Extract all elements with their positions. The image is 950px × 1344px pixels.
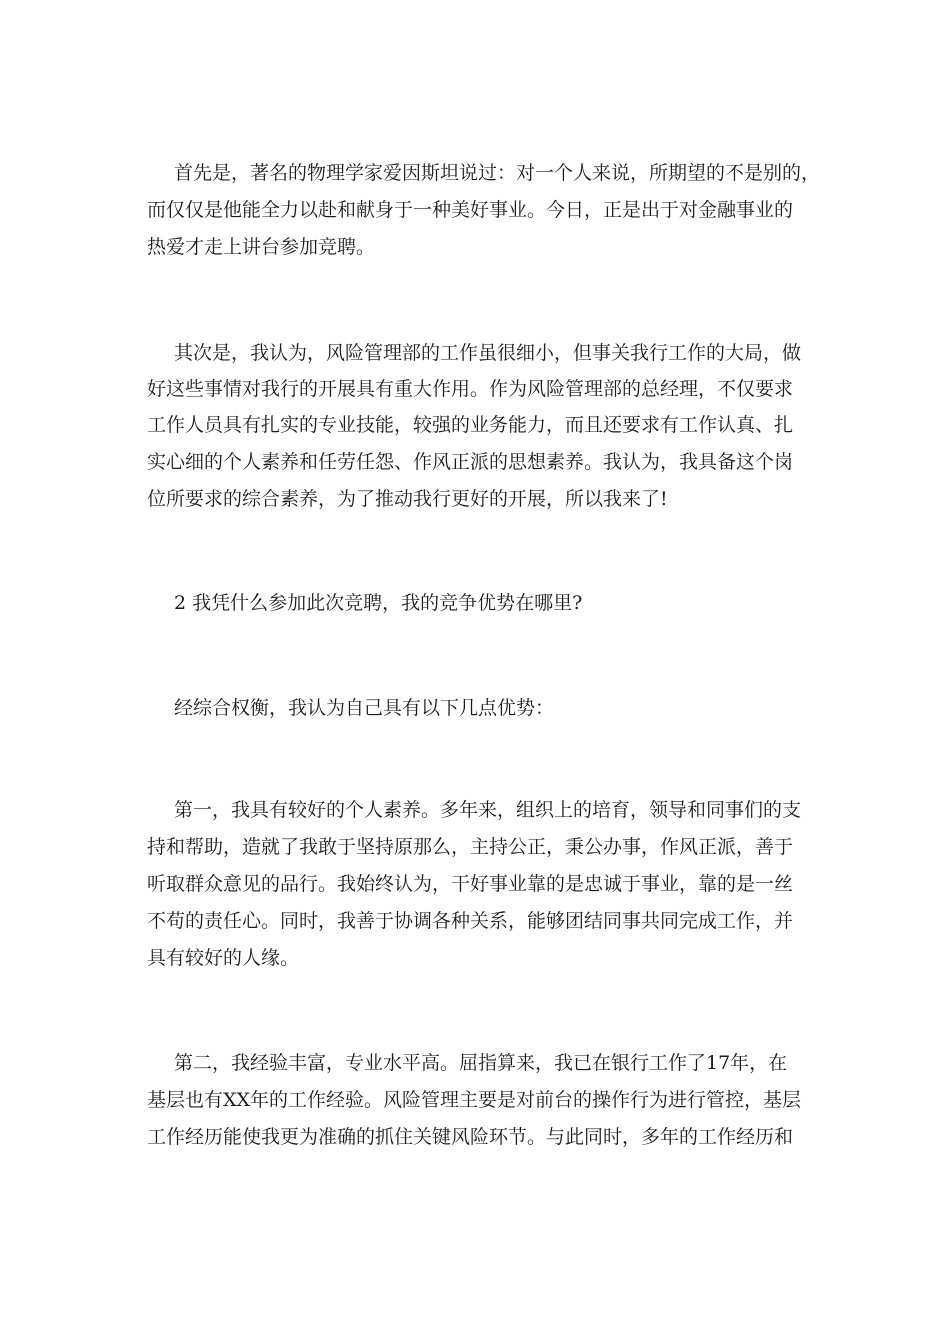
paragraph-first-line-5: 具有较好的人缘。 — [147, 947, 300, 969]
paragraph-2-line-5: 位所要求的综合素养，为了推动我行更好的开展，所以我来了! — [147, 488, 668, 510]
paragraph-2-line-4: 实心细的个人素养和任劳任怨、作风正派的思想素养。我认为，我具备这个岗 — [147, 451, 794, 473]
paragraph-first-line-1: 第一，我具有较好的个人素养。多年来，组织上的培育，领导和同事们的支 — [174, 799, 802, 821]
paragraph-1-line-3: 热爱才走上讲台参加竞聘。 — [147, 236, 376, 258]
paragraph-1-line-2: 而仅仅是他能全力以赴和献身于一种美好事业。今日，正是出于对金融事业的 — [147, 199, 794, 221]
paragraph-second-line-2: 基层也有XX年的工作经验。风险管理主要是对前台的操作行为进行管控，基层 — [147, 1089, 802, 1111]
paragraph-2-line-1: 其次是，我认为，风险管理部的工作虽很细小，但事关我行工作的大局，做 — [174, 342, 802, 364]
paragraph-2-line-2: 好这些事情对我行的开展具有重大作用。作为风险管理部的总经理，不仅要求 — [147, 378, 794, 400]
paragraph-2-line-3: 工作人员具有扎实的专业技能，较强的业务能力，而且还要求有工作认真、扎 — [147, 414, 794, 436]
paragraph-second-line-3: 工作经历能使我更为准确的抓住关键风险环节。与此同时，多年的工作经历和 — [147, 1126, 794, 1148]
paragraph-first-line-2: 持和帮助，造就了我敢于坚持原那么，主持公正，秉公办事，作风正派，善于 — [147, 836, 794, 858]
section-heading-2: 2 我凭什么参加此次竞聘，我的竞争优势在哪里? — [174, 592, 583, 614]
advantages-intro: 经综合权衡，我认为自己具有以下几点优势： — [174, 697, 555, 719]
paragraph-1-line-1: 首先是，著名的物理学家爱因斯坦说过：对一个人来说，所期望的不是别的， — [174, 162, 821, 184]
paragraph-first-line-3: 听取群众意见的品行。我始终认为，干好事业靠的是忠诚于事业，靠的是一丝 — [147, 873, 794, 895]
paragraph-first-line-4: 不苟的责任心。同时，我善于协调各种关系，能够团结同事共同完成工作，并 — [147, 910, 794, 932]
paragraph-second-line-1: 第二，我经验丰富，专业水平高。屈指算来，我已在银行工作了17年，在 — [174, 1052, 788, 1074]
